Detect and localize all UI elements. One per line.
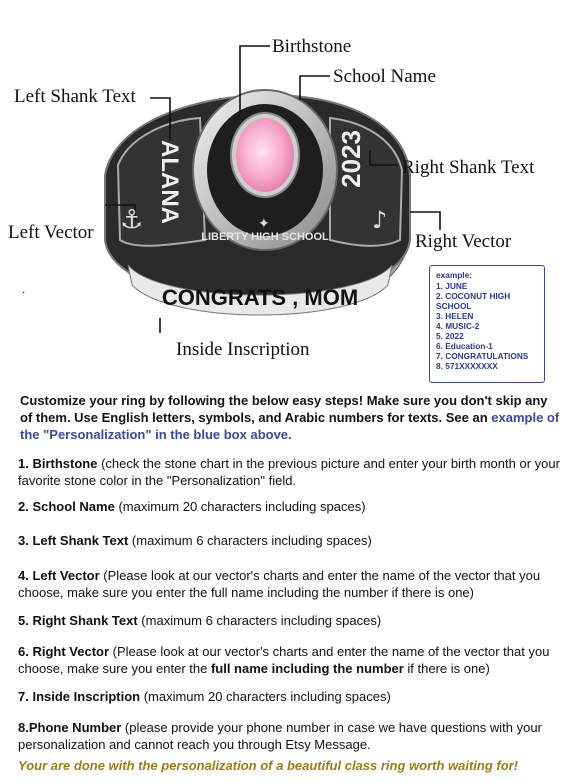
step-title: Left Vector bbox=[32, 568, 100, 583]
callout-birthstone: Birthstone bbox=[272, 36, 352, 57]
callout-school-name: School Name bbox=[333, 66, 436, 87]
example-item: 1. JUNE bbox=[436, 281, 468, 291]
step-title: School Name bbox=[32, 499, 115, 514]
intro-text: Customize your ring by following the below easy steps! Make sure you don't skip any of them. Use English letters, symbols, and Arabic numbers for texts. See an bbox=[20, 393, 548, 425]
example-item: 7. CONGRATULATIONS bbox=[436, 351, 529, 361]
callout-left-shank-text: Left Shank Text bbox=[14, 86, 136, 107]
step-right-vector: 6. Right Vector (Please look at our vector's charts and enter the name of the vector that you choose, make sure you enter the full name including the number if there is one) bbox=[18, 644, 550, 676]
step-inside-inscription: 7. Inside Inscription (maximum 20 characters including spaces) bbox=[18, 689, 391, 704]
callout-right-shank-text: Right Shank Text bbox=[402, 157, 535, 178]
intro-paragraph bbox=[20, 392, 560, 443]
callout-inside-inscription: Inside Inscription bbox=[176, 339, 310, 360]
step-title: Right Shank Text bbox=[32, 613, 138, 628]
example-title: example: bbox=[436, 270, 472, 280]
example-item: 4. MUSIC-2 bbox=[436, 321, 480, 331]
callout-right-vector: Right Vector bbox=[415, 231, 512, 252]
example-item: 6. Education-1 bbox=[436, 341, 493, 351]
left-shank-text: ALANA bbox=[156, 140, 183, 224]
stray-dot: . bbox=[22, 282, 26, 296]
inside-inscription-text: CONGRATS , MOM bbox=[161, 285, 359, 310]
step-left-vector: 4. Left Vector (Please look at our vector's charts and enter the name of the vector that you choose, make sure you enter the full name including the number if there is one) bbox=[18, 568, 541, 600]
step-title: Right Vector bbox=[32, 644, 110, 659]
step-title: Birthstone bbox=[32, 456, 98, 471]
step-title: Inside Inscription bbox=[32, 689, 141, 704]
example-item: 5. 2022 bbox=[436, 331, 464, 341]
closing-message: Your are done with the personalization of a beautiful class ring worth waiting for! bbox=[18, 758, 519, 773]
example-item: 3. HELEN bbox=[436, 311, 474, 321]
intro-example-link: example of the "Personalization" in the blue box above. bbox=[20, 410, 560, 442]
example-item: 8. 571XXXXXXX bbox=[436, 361, 498, 371]
step-phone-number: 8.Phone Number (please provide your phone number in case we have questions with your personalization and cannot reach you through Etsy Message. bbox=[18, 720, 542, 752]
right-vector-music-icon: ♪ bbox=[372, 206, 388, 234]
right-shank-text: 2023 bbox=[336, 130, 366, 188]
step-title: Phone Number bbox=[28, 720, 122, 735]
step-left-shank-text: 3. Left Shank Text (maximum 6 characters including spaces) bbox=[18, 533, 372, 548]
step-school-name: 2. School Name (maximum 20 characters including spaces) bbox=[18, 499, 366, 514]
left-vector-anchor-icon: ⚓ bbox=[120, 205, 144, 235]
example-item: 2. COCONUT HIGH SCHOOL bbox=[436, 291, 511, 311]
school-text: LIBERTY HIGH SCHOOL bbox=[201, 231, 329, 243]
step-title: Left Shank Text bbox=[32, 533, 129, 548]
step-birthstone: 1. Birthstone (check the stone chart in the previous picture and enter your birth month or your favorite stone color in the "Personalization" field. bbox=[18, 456, 560, 488]
callout-left-vector: Left Vector bbox=[8, 222, 94, 243]
svg-text:✦: ✦ bbox=[258, 216, 270, 232]
example-box bbox=[429, 265, 545, 383]
step-right-shank-text: 5. Right Shank Text (maximum 6 characters including spaces) bbox=[18, 613, 382, 628]
